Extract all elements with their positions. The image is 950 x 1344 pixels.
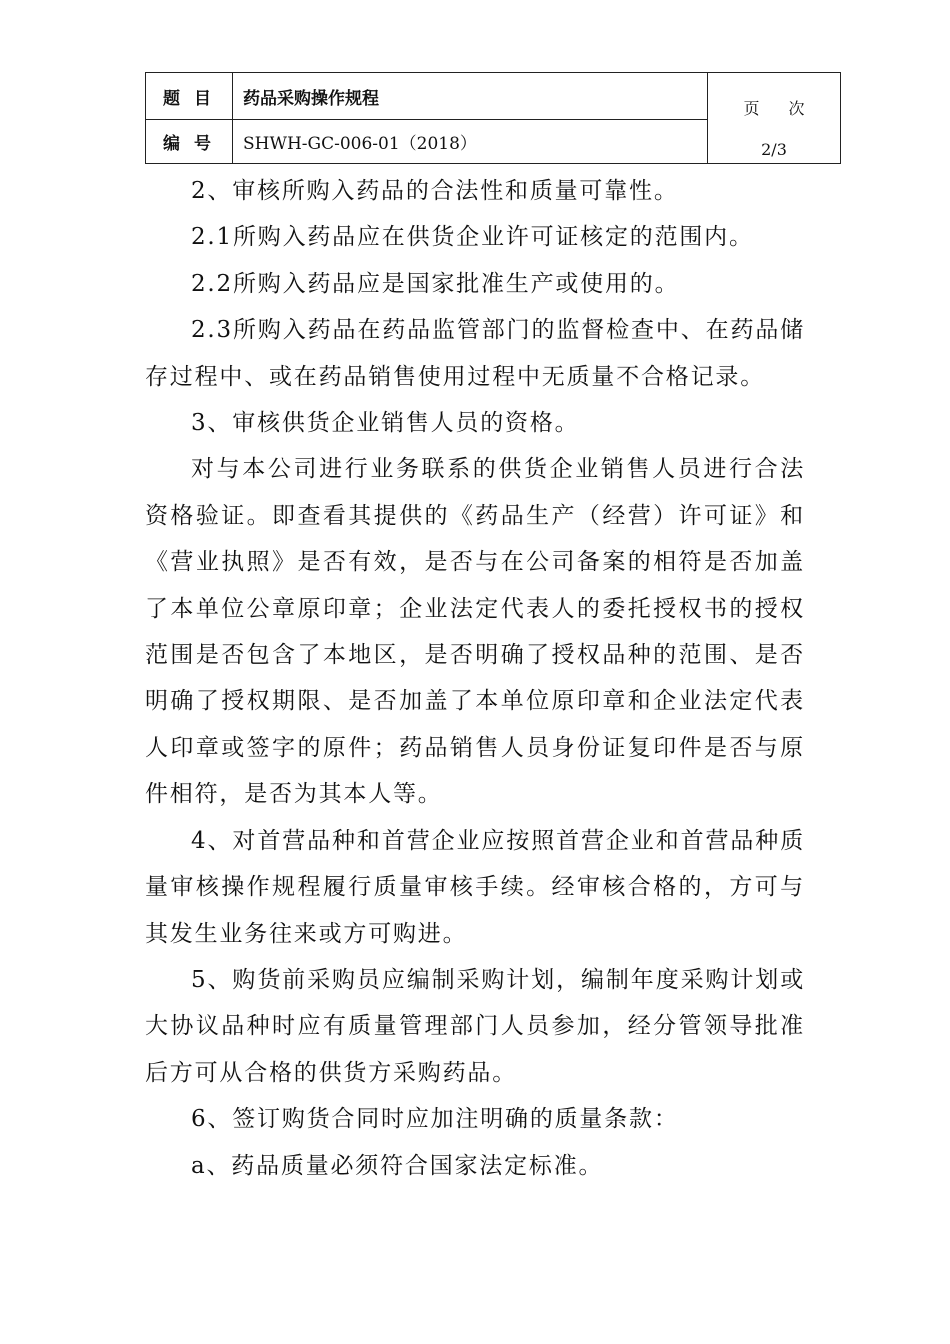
paragraph: 2、审核所购入药品的合法性和质量可靠性。 (191, 178, 679, 204)
document-header-table (145, 72, 841, 164)
paragraph: 4、对首营品种和首营企业应按照首营企业和首营品种质量审核操作规程履行质量审核手续。经审核合格的，方可与其发生业务往来或方可购进。 (145, 827, 805, 947)
paragraph: 对与本公司进行业务联系的供货企业销售人员进行合法资格验证。即查看其提供的《药品生产（经营）许可证》和《营业执照》是否有效，是否与在公司备案的相符是否加盖了本单位公章原印章；企业法定代表人的委托授权书的授权范围是否包含了本地区，是否明确了授权品种的范围、是否明确了授权期限、是否加盖了本单位原印章和企业法定代表人印章或签字的原件；药品销售人员身份证复印件是否与原件相符，是否为其本人等。 (145, 456, 805, 808)
title-label: 题 目 (146, 73, 233, 120)
paragraph: 3、审核供货企业销售人员的资格。 (191, 410, 580, 437)
paragraph: 6、签订购货合同时应加注明确的质量条款： (191, 1106, 679, 1133)
paragraph: 5、购货前采购员应编制采购计划，编制年度采购计划或大协议品种时应有质量管理部门人员参加，经分管领导批准后方可从合格的供货方采购药品。 (145, 966, 805, 1086)
document-code: SHWH-GC-006-01（2018） (233, 120, 708, 164)
document-body (145, 168, 805, 1189)
paragraph: 2.2所购入药品应是国家批准生产或使用的。 (191, 270, 680, 297)
paragraph: 2.3所购入药品在药品监管部门的监督检查中、在药品储存过程中、或在药品销售使用过程中无质量不合格记录。 (145, 317, 805, 390)
page-number: 2/3 (761, 139, 787, 159)
document-title: 药品采购操作规程 (233, 73, 708, 120)
paragraph: a、药品质量必须符合国家法定标准。 (191, 1152, 604, 1179)
page-label: 页 次 (743, 98, 817, 118)
page-cell (708, 73, 841, 164)
code-label: 编 号 (146, 120, 233, 164)
paragraph: 2.1所购入药品应在供货企业许可证核定的范围内。 (191, 224, 754, 251)
